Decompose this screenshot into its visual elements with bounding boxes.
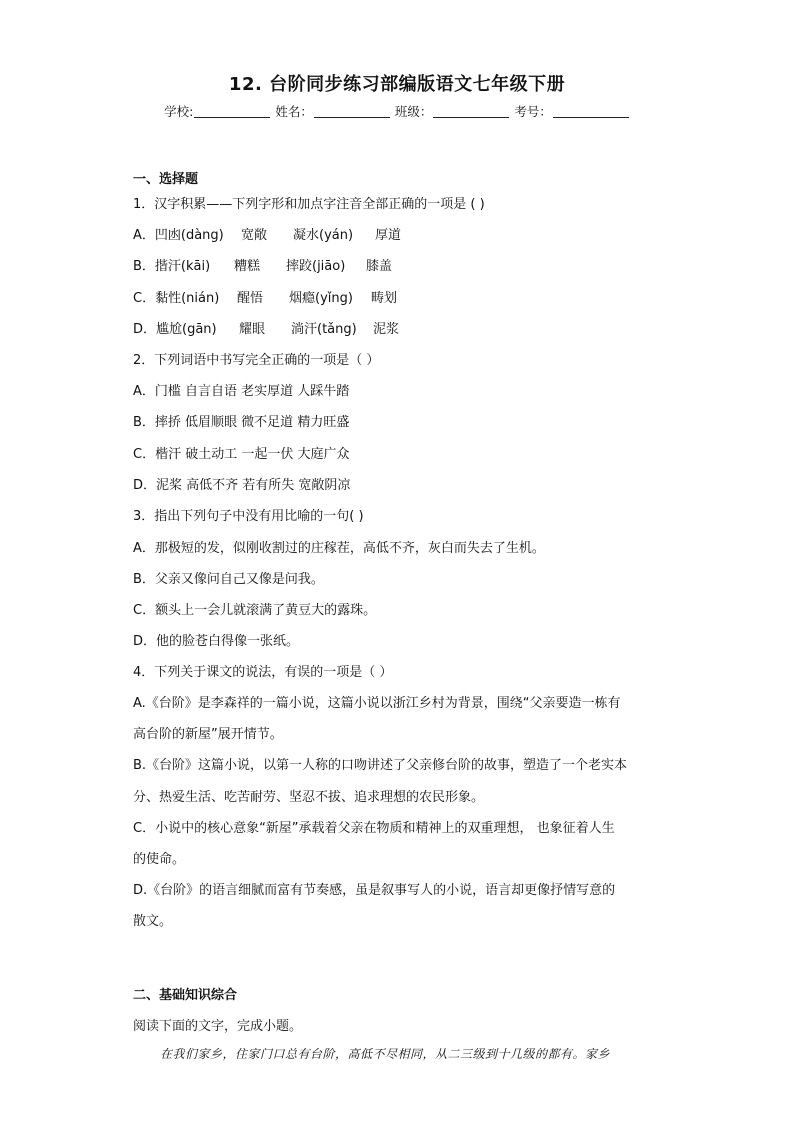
- q2-stem: 2．下列词语中书写完全正确的一项是（ ）: [133, 353, 380, 368]
- q1-b-word3: 摔跤(jiāo): [286, 259, 346, 274]
- q1-c-word1: C．黏性(nián): [133, 291, 220, 306]
- q1-option-a: [133, 224, 402, 243]
- school-blank[interactable]: [194, 105, 270, 118]
- q4-option-a-line2: 高台阶的新屋”展开情节。: [133, 727, 283, 742]
- class-blank[interactable]: [433, 105, 509, 118]
- reading-passage: 在我们家乡，住家门口总有台阶，高低不尽相同，从二三级到十几级的都有。家乡: [160, 1047, 611, 1061]
- q4-option-b-line2: 分、热爱生活、吃苦耐劳、坚忍不拔、追求理想的农民形象。: [133, 790, 485, 805]
- section-heading-choice: 一、选择题: [133, 172, 199, 187]
- q1-c-word4: 畴划: [371, 291, 398, 306]
- q1-c-word3: 烟瘾(yǐng): [289, 291, 353, 306]
- q1-b-word4: 膝盖: [366, 259, 393, 274]
- q1-option-d: [133, 318, 400, 337]
- q1-a-word3: 凝水(yán): [293, 228, 354, 243]
- number-blank[interactable]: [553, 105, 629, 118]
- q4-option-a-line1: A.《台阶》是李森祥的一篇小说，这篇小说以浙江乡村为背景，围绕“父亲要造一栋有: [133, 696, 621, 711]
- q4-option-c-line2: 的使命。: [133, 852, 186, 867]
- section-heading-knowledge: 二、基础知识综合: [133, 988, 238, 1003]
- q1-a-word1: A．凹凼(dàng): [133, 228, 224, 243]
- q1-d-word4: 泥浆: [373, 322, 400, 337]
- q1-d-word1: D．尴尬(gān): [133, 322, 217, 337]
- page-title: 12. 台阶同步练习部编版语文七年级下册: [228, 74, 566, 95]
- reading-instruction: 阅读下面的文字，完成小题。: [133, 1019, 303, 1034]
- q2-option-d: D．泥桨 高低不齐 若有所失 宽敞阴凉: [133, 478, 351, 493]
- q1-b-word2: 糟糕: [234, 259, 261, 274]
- q1-d-word3: 淌汗(tǎng): [291, 322, 357, 337]
- name-label: 姓名：: [275, 104, 313, 119]
- number-label: 考号：: [514, 104, 552, 119]
- name-blank[interactable]: [314, 105, 390, 118]
- q4-stem: 4．下列关于课文的说法，有误的一项是（ ）: [133, 665, 393, 680]
- q1-stem: 1．汉字积累——下列字形和加点字注音全部正确的一项是 ( ): [133, 197, 485, 212]
- q1-d-word2: 耀眼: [239, 322, 266, 337]
- q2-option-b: B．摔挢 低眉顺眼 微不足道 精力旺盛: [133, 415, 350, 430]
- q3-stem: 3．指出下列句子中没有用比喻的一句( ): [133, 509, 364, 524]
- q3-option-d: D．他的脸苍白得像一张纸。: [133, 634, 300, 649]
- q4-option-d-line2: 散文。: [133, 914, 173, 929]
- q4-option-d-line1: D.《台阶》的语言细腻而富有节奏感，虽是叙事写人的小说，语言却更像抒情写意的: [133, 883, 616, 898]
- q1-a-word2: 宽敞: [241, 228, 268, 243]
- q1-option-b: [133, 255, 393, 274]
- school-label: 学校:: [164, 104, 194, 119]
- q2-option-a: A．门槛 自言自语 老实厚道 人踩牛踏: [133, 384, 350, 399]
- q2-option-c: C．楷汗 破土动工 一起一伏 大庭广众: [133, 447, 350, 462]
- q3-option-b: B．父亲又像问自己又像是问我。: [133, 572, 324, 587]
- q1-c-word2: 醒悟: [237, 291, 264, 306]
- q1-b-word1: B．揩汗(kāi): [133, 259, 211, 274]
- q4-option-c-line1: C．小说中的核心意象“新屋”承载着父亲在物质和精神上的双重理想， 也象征着人生: [133, 821, 615, 836]
- q1-option-c: [133, 287, 398, 306]
- q3-option-a: A．那极短的发，似刚收割过的庄稼茬，高低不齐，灰白而失去了生机。: [133, 541, 545, 556]
- q4-option-b-line1: B.《台阶》这篇小说，以第一人称的口吻讲述了父亲修台阶的故事，塑造了一个老实本: [133, 758, 628, 773]
- class-label: 班级：: [394, 104, 433, 119]
- student-info-line: [0, 102, 794, 120]
- q1-a-word4: 厚道: [375, 228, 402, 243]
- q3-option-c: C．额头上一会儿就滚满了黄豆大的露珠。: [133, 603, 377, 618]
